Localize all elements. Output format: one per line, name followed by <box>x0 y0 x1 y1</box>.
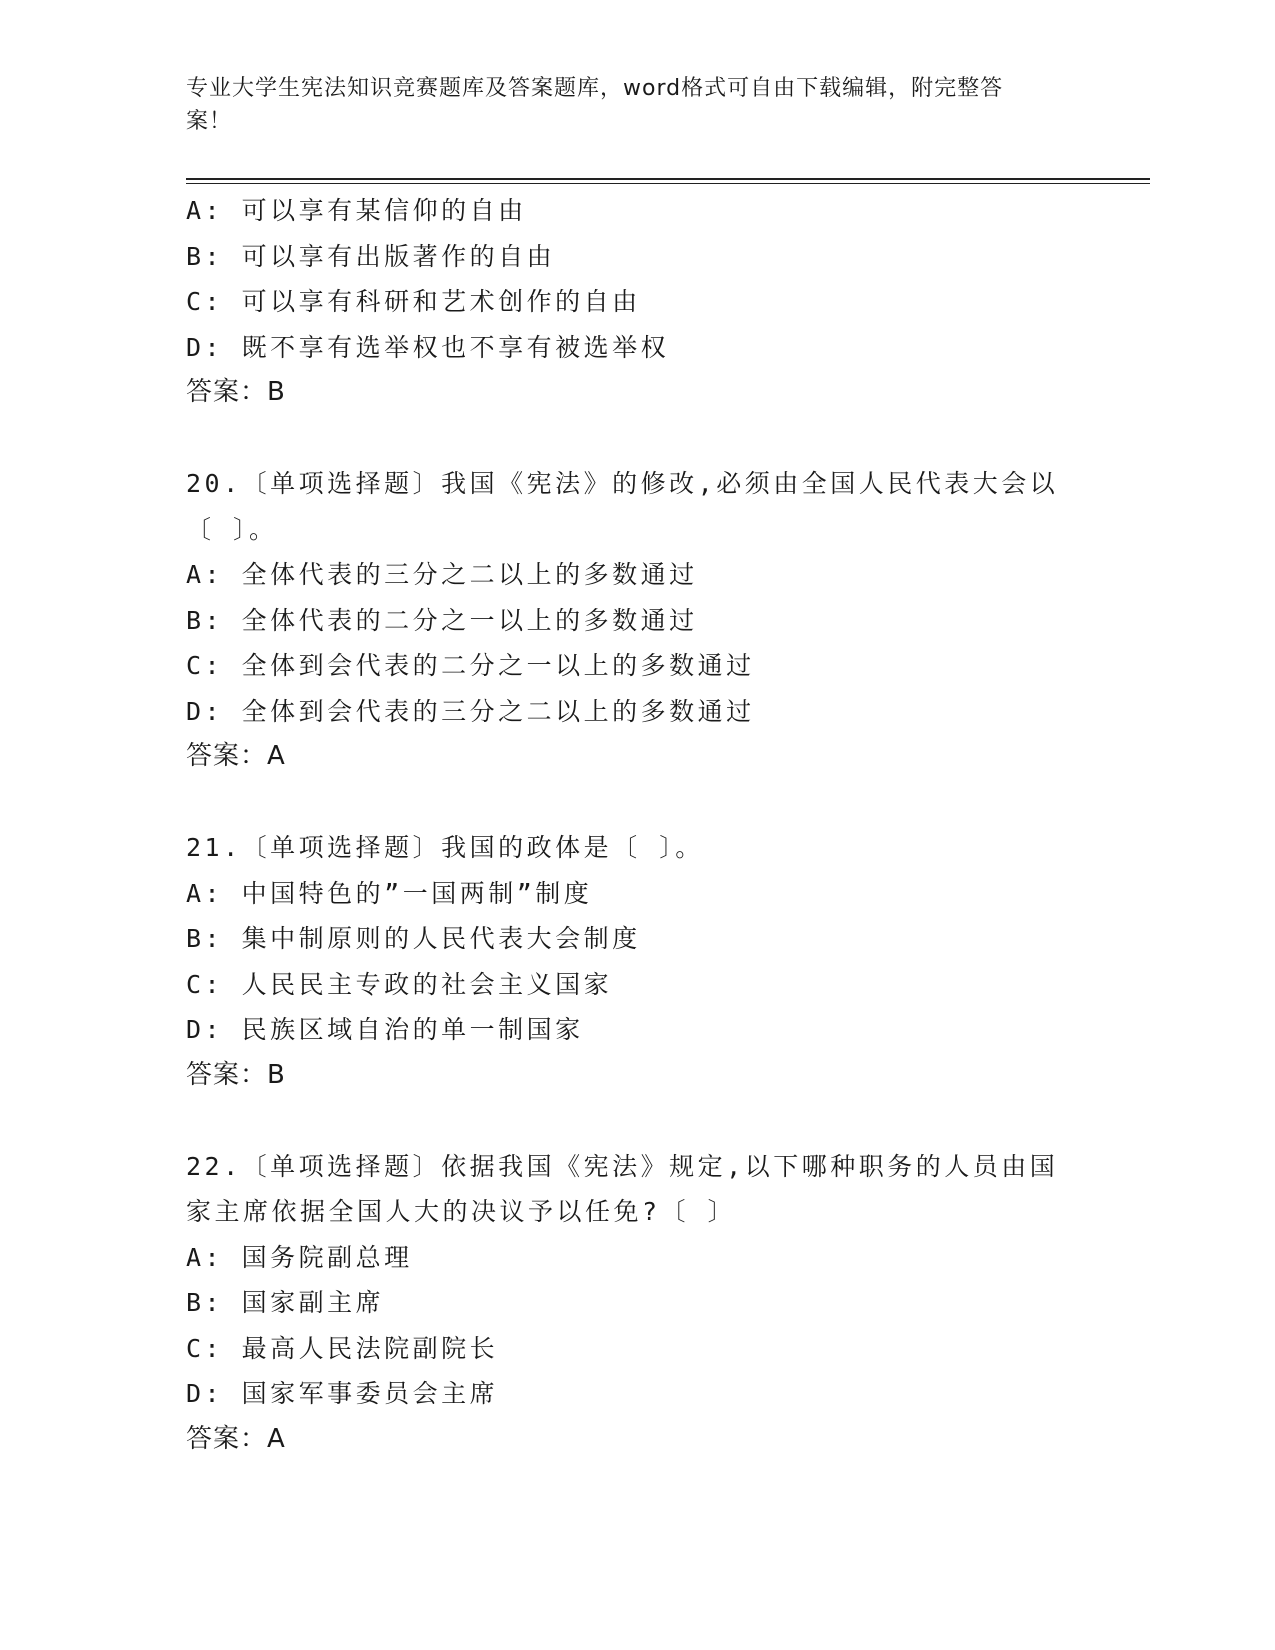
option-b: B: 全体代表的二分之一以上的多数通过 <box>186 605 698 635</box>
option-d: D: 全体到会代表的三分之二以上的多数通过 <box>186 696 755 726</box>
answer: 答案：B <box>186 377 286 407</box>
spacer <box>186 1098 1146 1144</box>
answer: 答案：A <box>186 1423 286 1454</box>
question-stem-line-1: 20.〔单项选择题〕我国《宪法》的修改,必须由全国人民代表大会以 <box>186 469 1059 498</box>
spacer <box>186 780 1146 826</box>
option-c: C: 最高人民法院副院长 <box>186 1333 499 1363</box>
header-divider <box>186 178 1150 184</box>
option-b: B: 国家副主席 <box>186 1288 385 1317</box>
question-21 <box>186 825 1146 1098</box>
option-a: A: 国务院副总理 <box>186 1242 413 1272</box>
question-stem-line-1: 22.〔单项选择题〕依据我国《宪法》规定,以下哪种职务的人员由国 <box>186 1151 1059 1181</box>
option-a: A: 全体代表的三分之二以上的多数通过 <box>186 560 698 589</box>
header-title-line-2: 案！ <box>186 109 233 134</box>
option-b: B: 可以享有出版著作的自由 <box>186 241 556 271</box>
option-c: C: 全体到会代表的二分之一以上的多数通过 <box>186 651 755 680</box>
question-22 <box>186 1144 1146 1463</box>
option-c: C: 可以享有科研和艺术创作的自由 <box>186 287 641 316</box>
question-20 <box>186 461 1146 780</box>
option-d: D: 国家军事委员会主席 <box>186 1379 499 1408</box>
header-title-line-1: 专业大学生宪法知识竞赛题库及答案题库，word格式可自由下载编辑，附完整答 <box>186 76 1004 101</box>
option-a: A: 中国特色的”一国两制”制度 <box>186 878 593 908</box>
question-stem-line-2: 家主席依据全国人大的决议予以任免?〔 〕 <box>186 1197 737 1226</box>
option-c: C: 人民民主专政的社会主义国家 <box>186 969 613 999</box>
option-b: B: 集中制原则的人民代表大会制度 <box>186 924 641 953</box>
spacer <box>186 416 1146 462</box>
question-stem-line-1: 21.〔单项选择题〕我国的政体是〔 〕。 <box>186 833 704 862</box>
option-a: A: 可以享有某信仰的自由 <box>186 196 527 225</box>
question-stem-line-2: 〔 〕。 <box>186 514 278 544</box>
document-header <box>186 72 1066 138</box>
answer: 答案：B <box>186 1059 286 1090</box>
option-d: D: 既不享有选举权也不享有被选举权 <box>186 332 670 362</box>
answer: 答案：A <box>186 741 286 771</box>
question-list <box>186 188 1146 1462</box>
option-d: D: 民族区域自治的单一制国家 <box>186 1015 584 1044</box>
question-19 <box>186 188 1146 416</box>
